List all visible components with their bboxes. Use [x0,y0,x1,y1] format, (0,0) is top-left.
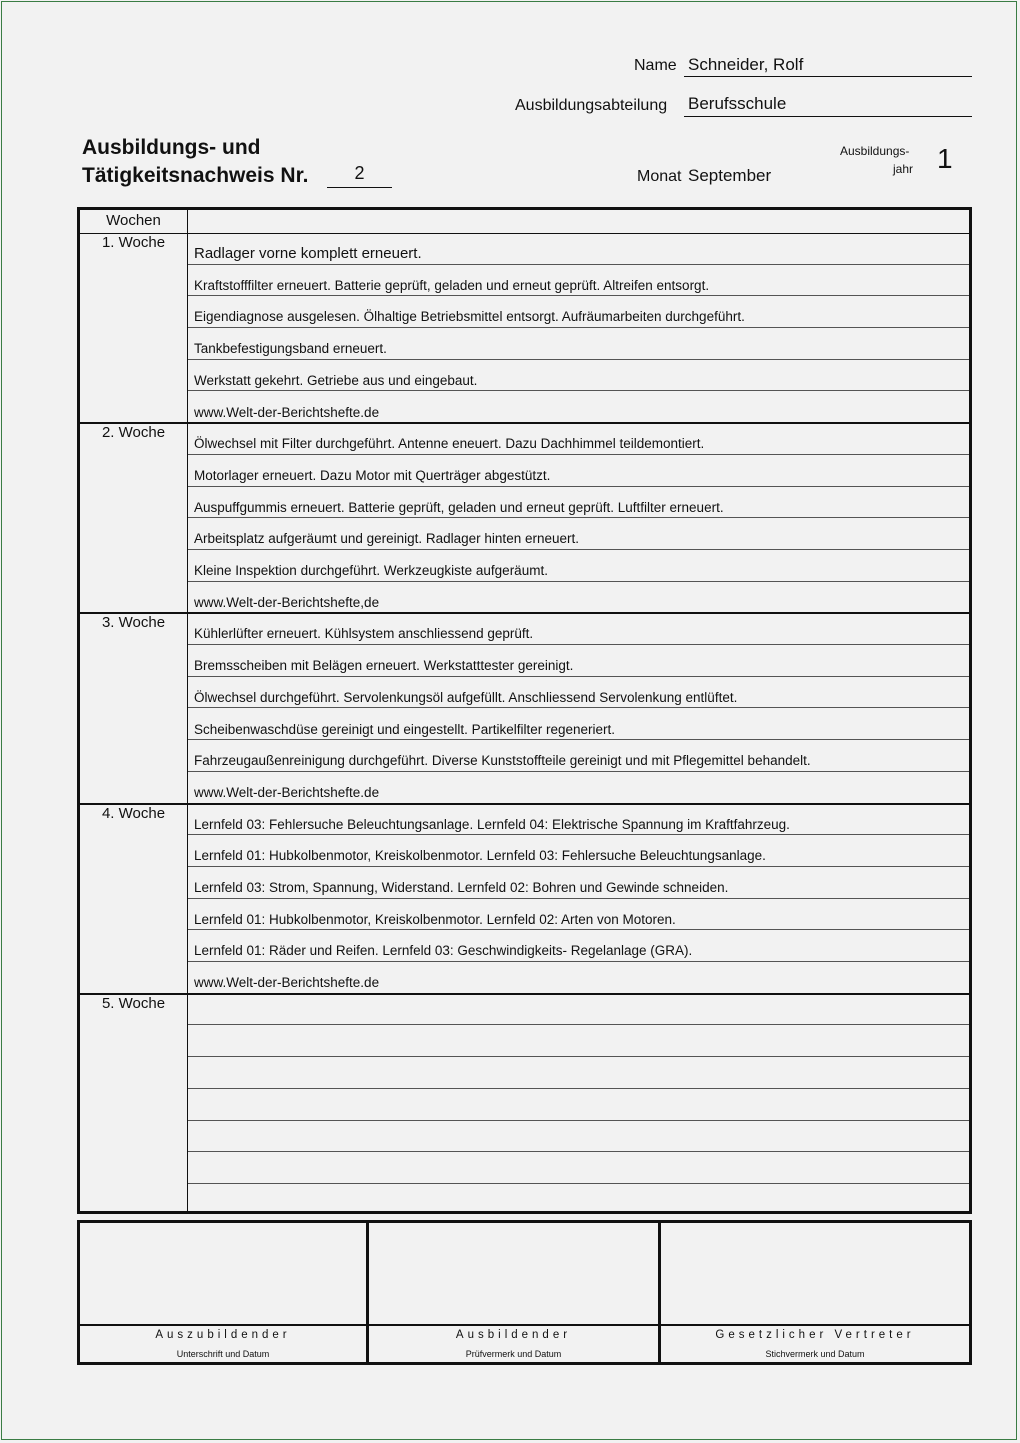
activity-line[interactable]: Lernfeld 01: Hubkolbenmotor, Kreiskolbenmotor. Lernfeld 03: Fehlersuche Beleuchtungsanlage. [188,835,969,867]
activity-line[interactable] [188,1121,969,1153]
activity-line[interactable] [188,1026,969,1058]
wochen-header: Wochen [106,212,161,229]
activity-line[interactable]: Kraftstofffilter erneuert. Batterie geprüft, geladen und erneut geprüft. Altreifen entsorgt. [188,265,969,297]
activity-line[interactable]: www.Welt-der-Berichtshefte.de [188,962,969,994]
monat-label: Monat [637,168,682,185]
activity-line[interactable]: www.Welt-der-Berichtshefte.de [188,392,969,424]
table-header-row [80,210,969,234]
signature-sub: Stichvermerk und Datum [765,1349,865,1359]
signature-role: Auszubildender [155,1329,291,1341]
jahr-label-2: jahr [893,162,914,176]
activity-line[interactable]: Scheibenwaschdüse gereinigt und eingestellt. Partikelfilter regeneriert. [188,709,969,741]
weekly-report-table [77,207,972,1214]
week-label: 4. Woche [101,804,166,822]
signature-role: Gesetzlicher Vertreter [715,1329,915,1341]
week-label: 1. Woche [101,234,166,251]
activity-line[interactable] [188,1089,969,1121]
activity-line[interactable]: www.Welt-der-Berichtshefte,de [188,582,969,614]
name-label: Name [634,57,677,74]
activity-line[interactable]: Bremsscheiben mit Belägen erneuert. Werkstatttester gereinigt. [188,645,969,677]
activity-line[interactable]: Werkstatt gekehrt. Getriebe aus und eingebaut. [188,360,969,392]
activity-line[interactable]: Eigendiagnose ausgelesen. Ölhaltige Betriebsmittel entsorgt. Aufräumarbeiten durchgeführt. [188,296,969,328]
jahr-label-1: Ausbildungs- [840,144,910,158]
week-label: 2. Woche [101,424,166,442]
jahr-field[interactable]: 1 [937,143,953,174]
activity-line[interactable]: Tankbefestigungsband erneuert. [188,328,969,360]
monat-field[interactable]: September [688,166,772,185]
week-label: 5. Woche [101,994,166,1012]
signature-table [77,1220,972,1365]
activity-line[interactable]: Lernfeld 03: Strom, Spannung, Widerstand. Lernfeld 02: Bohren und Gewinde schneiden. [188,867,969,899]
activity-line[interactable]: Ölwechsel durchgeführt. Servolenkungsöl aufgefüllt. Anschliessend Servolenkung entlüftet. [188,677,969,709]
activity-line[interactable] [188,1057,969,1089]
signature-sub: Unterschrift und Datum [176,1349,270,1359]
activity-line[interactable]: Lernfeld 01: Räder und Reifen. Lernfeld 03: Geschwindigkeits- Regelanlage (GRA). [188,930,969,962]
activity-line[interactable]: Arbeitsplatz aufgeräumt und gereinigt. Radlager hinten erneuert. [188,518,969,550]
activity-line[interactable]: Kleine Inspektion durchgeführt. Werkzeugkiste aufgeräumt. [188,550,969,582]
activity-line[interactable]: Motorlager erneuert. Dazu Motor mit Querträger abgestützt. [188,455,969,487]
signature-sub: Prüfvermerk und Datum [465,1349,562,1359]
activity-line[interactable]: Kühlerlüfter erneuert. Kühlsystem anschliessend geprüft. [188,613,969,645]
abteilung-field[interactable]: Berufsschule [684,94,972,117]
activity-line[interactable]: www.Welt-der-Berichtshefte.de [188,772,969,804]
signature-cell-ausbildender[interactable] [366,1223,658,1362]
title-line-2: Tätigkeitsnachweis Nr. [82,164,309,187]
abteilung-label: Ausbildungsabteilung [515,97,668,114]
activity-line[interactable] [188,1184,969,1216]
week-label: 3. Woche [101,614,166,632]
page-title [82,134,308,190]
activity-line[interactable]: Lernfeld 03: Fehlersuche Beleuchtungsanlage. Lernfeld 04: Elektrische Spannung im Kraftfahrzeug. [188,804,969,836]
activity-line[interactable] [188,994,969,1026]
signature-role: Ausbildender [455,1329,572,1341]
activity-line[interactable]: Lernfeld 01: Hubkolbenmotor, Kreiskolbenmotor. Lernfeld 02: Arten von Motoren. [188,899,969,931]
name-field[interactable]: Schneider, Rolf [684,55,972,77]
title-line-1: Ausbildungs- und [82,136,261,159]
activity-line[interactable]: Ölwechsel mit Filter durchgeführt. Antenne eneuert. Dazu Dachhimmel teildemontiert. [188,423,969,455]
signature-cell-auszubildender[interactable] [80,1223,366,1362]
signature-cell-vertreter[interactable] [658,1223,969,1362]
activity-line[interactable]: Fahrzeugaußenreinigung durchgeführt. Diverse Kunststoffteile gereinigt und mit Pflegemittel behandelt. [188,740,969,772]
activity-line[interactable]: Radlager vorne komplett erneuert. [188,233,969,265]
nr-field[interactable]: 2 [327,163,392,188]
activity-line[interactable] [188,1152,969,1184]
activity-line[interactable]: Auspuffgummis erneuert. Batterie geprüft, geladen und erneut geprüft. Luftfilter erneuert. [188,487,969,519]
